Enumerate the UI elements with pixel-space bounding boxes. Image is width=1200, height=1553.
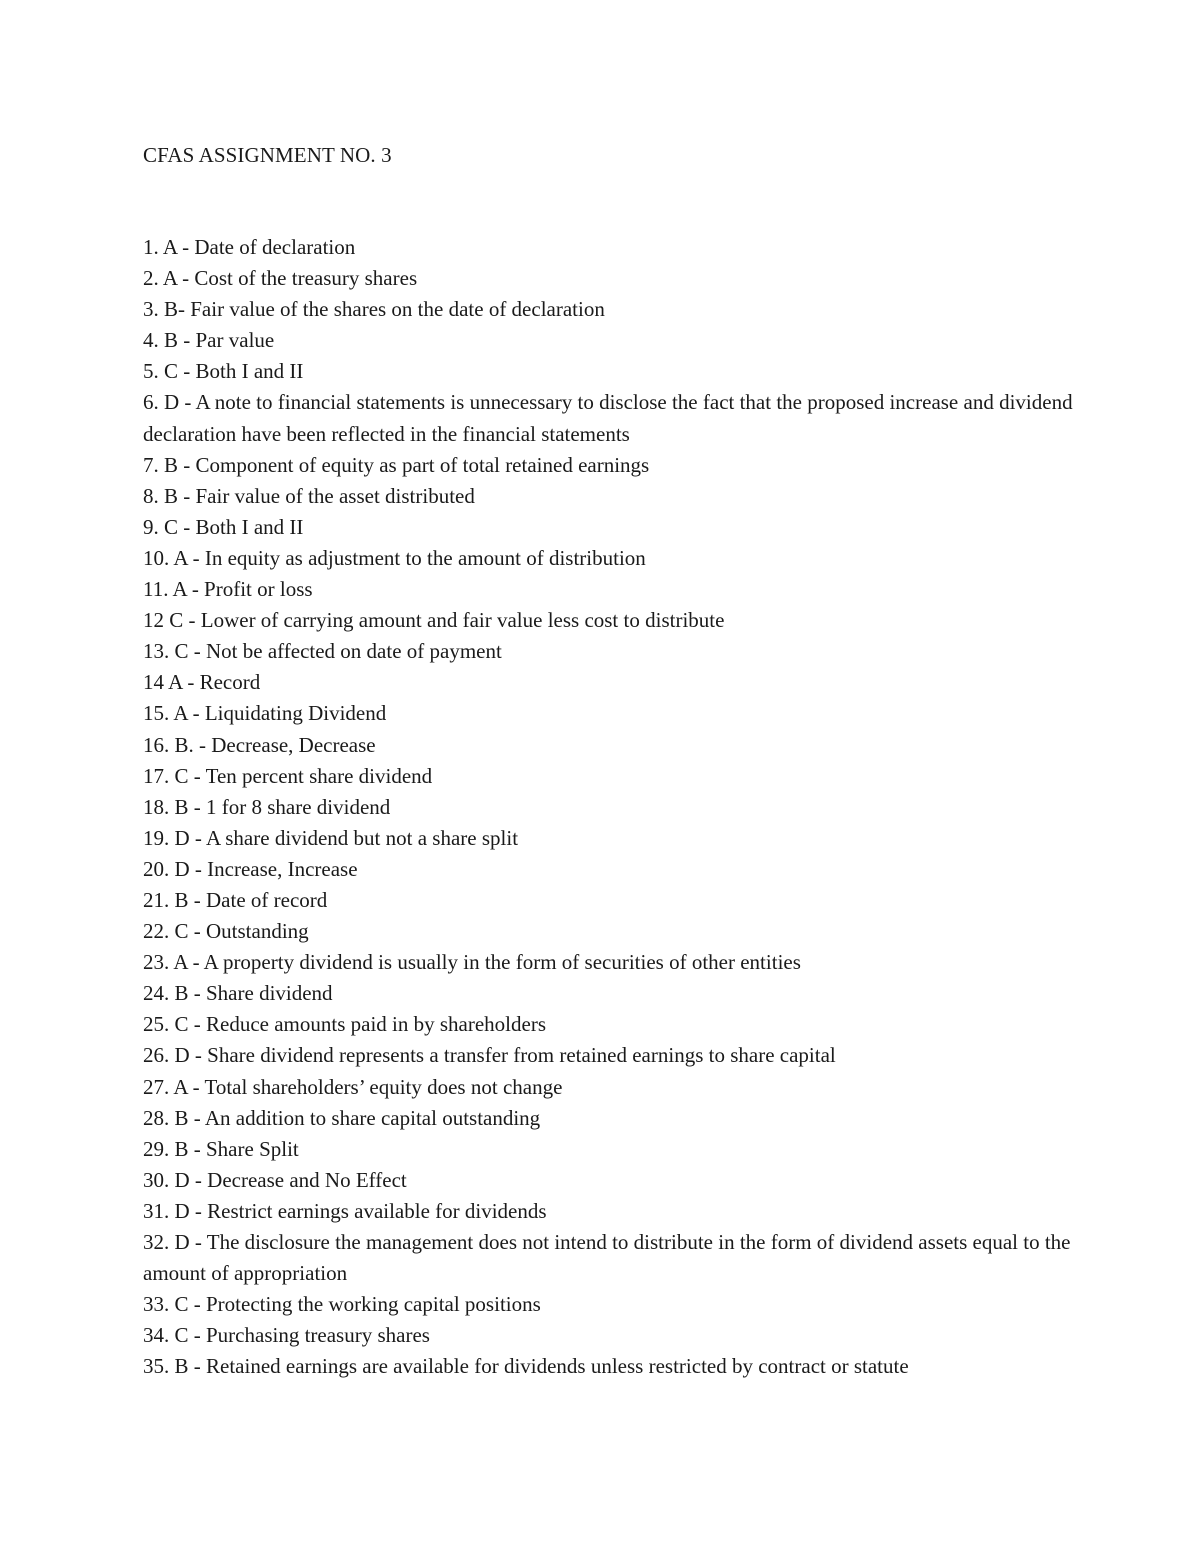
answer-item: 19. D - A share dividend but not a share split xyxy=(143,825,519,850)
answer-item: 30. D - Decrease and No Effect xyxy=(143,1167,407,1192)
answer-item: 18. B - 1 for 8 share dividend xyxy=(143,794,391,819)
answer-item: 9. C - Both I and II xyxy=(143,514,304,539)
answer-item: 15. A - Liquidating Dividend xyxy=(143,701,387,726)
answer-item: 4. B - Par value xyxy=(143,328,275,353)
answer-item: 10. A - In equity as adjustment to the amount of distribution xyxy=(143,545,646,570)
answer-item: 20. D - Increase, Increase xyxy=(143,856,358,881)
answer-item: 28. B - An addition to share capital outstanding xyxy=(143,1105,541,1130)
answer-item: 6. D - A note to financial statements is unnecessary to disclose the fact that the proposed increase and dividend declaration have been reflected in the financial statements xyxy=(143,390,1073,446)
answer-item: 14 A - Record xyxy=(143,670,261,695)
answer-item: 29. B - Share Split xyxy=(143,1136,299,1161)
answer-item: 2. A - Cost of the treasury shares xyxy=(143,266,418,291)
answer-item: 32. D - The disclosure the management does not intend to distribute in the form of dividend assets equal to the amount of appropriation xyxy=(143,1230,1071,1286)
answer-item: 25. C - Reduce amounts paid in by shareholders xyxy=(143,1012,546,1037)
document-title: CFAS ASSIGNMENT NO. 3 xyxy=(143,143,392,167)
answer-item: 24. B - Share dividend xyxy=(143,981,333,1006)
answer-item: 5. C - Both I and II xyxy=(143,359,304,384)
answer-item: 33. C - Protecting the working capital positions xyxy=(143,1292,541,1317)
answer-item: 7. B - Component of equity as part of total retained earnings xyxy=(143,452,650,477)
answer-list xyxy=(143,232,1073,1382)
answer-item: 26. D - Share dividend represents a transfer from retained earnings to share capital xyxy=(143,1043,836,1068)
answer-item: 16. B. - Decrease, Decrease xyxy=(143,732,376,757)
answer-item: 31. D - Restrict earnings available for dividends xyxy=(143,1198,547,1223)
answer-item: 27. A - Total shareholders’ equity does not change xyxy=(143,1074,563,1099)
answer-item: 8. B - Fair value of the asset distributed xyxy=(143,483,475,508)
answer-item: 17. C - Ten percent share dividend xyxy=(143,763,433,788)
answer-item: 22. C - Outstanding xyxy=(143,919,309,944)
answer-item: 34. C - Purchasing treasury shares xyxy=(143,1323,430,1348)
answer-item: 1. A - Date of declaration xyxy=(143,235,356,259)
answer-item: 21. B - Date of record xyxy=(143,887,328,912)
answer-item: 13. C - Not be affected on date of payment xyxy=(143,639,502,664)
document-page xyxy=(143,140,1073,1382)
answer-item: 12 C - Lower of carrying amount and fair value less cost to distribute xyxy=(143,608,725,633)
answer-item: 3. B- Fair value of the shares on the date of declaration xyxy=(143,297,605,322)
answer-item: 11. A - Profit or loss xyxy=(143,577,313,602)
answer-item: 35. B - Retained earnings are available for dividends unless restricted by contract or statute xyxy=(143,1354,909,1379)
answer-item: 23. A - A property dividend is usually in the form of securities of other entities xyxy=(143,950,801,975)
